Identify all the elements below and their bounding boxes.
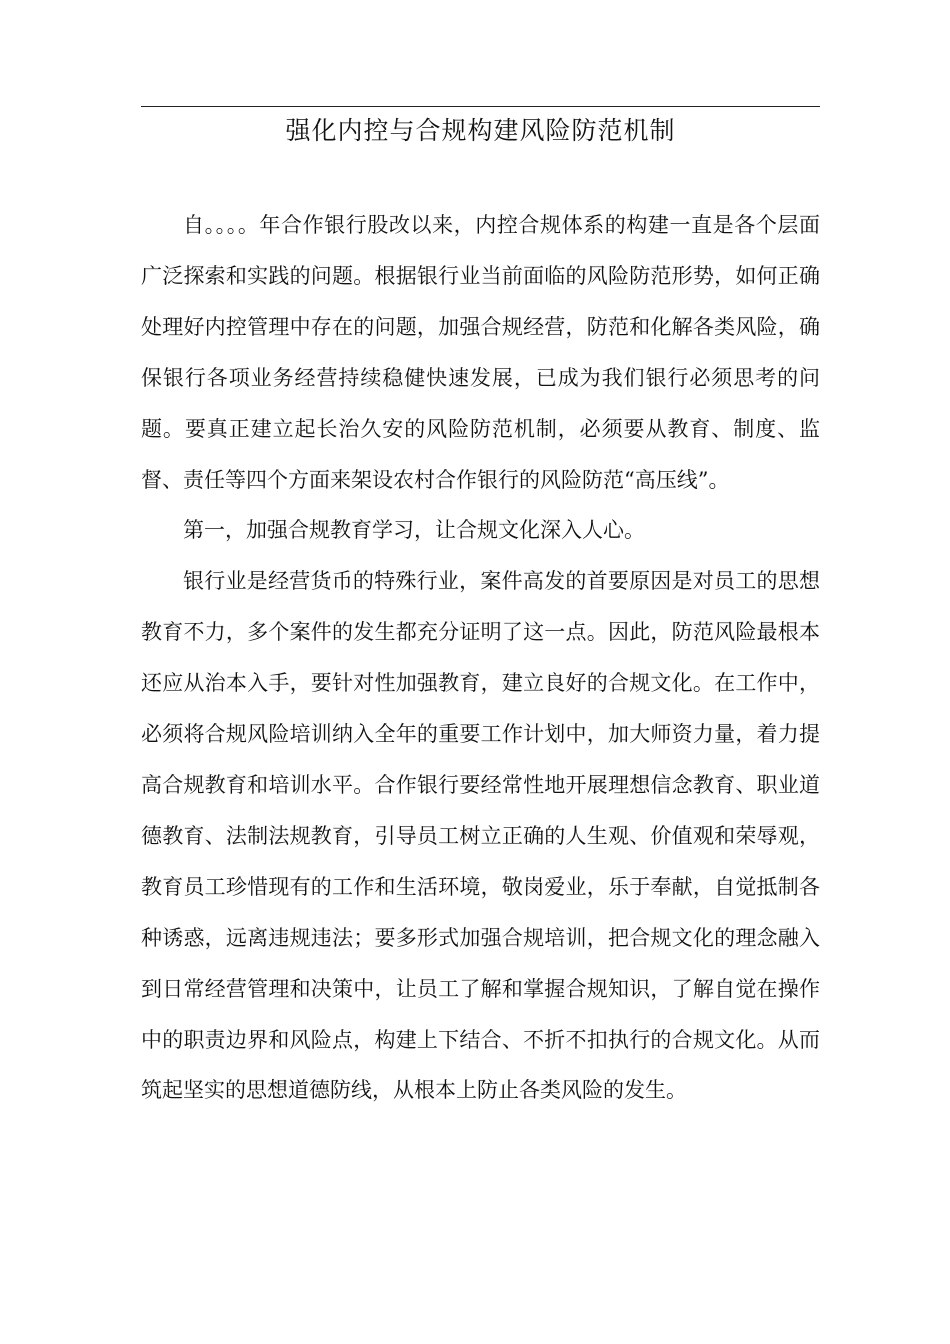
paragraph-intro: 自。。。。年合作银行股改以来，内控合规体系的构建一直是各个层面广泛探索和实践的问题。根据银行业当前面临的风险防范形势，如何正确处理好内控管理中存在的问题，加强合规经营，防范和化解各类风险，确保银行各项业务经营持续稳健快速发展，已成为我们银行必须思考的问题。要真正建立起长治久安的风险防范机制，必须要从教育、制度、监督、责任等四个方面来架设农村合作银行的风险防范“高压线”。 [141,213,820,492]
paragraph-education: 银行业是经营货币的特殊行业，案件高发的首要原因是对员工的思想教育不力，多个案件的发生都充分证明了这一点。因此，防范风险最根本还应从治本入手，要针对性加强教育，建立良好的合规文化。在工作中，必须将合规风险培训纳入全年的重要工作计划中，加大师资力量，着力提高合规教育和培训水平。合作银行要经常性地开展理想信念教育、职业道德教育、法制法规教育，引导员工树立正确的人生观、价值观和荣辱观，教育员工珍惜现有的工作和生活环境，敬岗爱业，乐于奉献，自觉抵制各种诱惑，远离违规违法；要多形式加强合规培训，把合规文化的理念融入到日常经营管理和决策中，让员工了解和掌握合规知识，了解自觉在操作中的职责边界和风险点，构建上下结合、不折不扣执行的合规文化。从而筑起坚实的思想道德防线，从根本上防止各类风险的发生。 [141,569,820,1103]
header-rule [141,106,820,107]
document-body [141,200,820,1116]
paragraph-section-heading: 第一，加强合规教育学习，让合规文化深入人心。 [183,518,645,543]
document-title: 强化内控与合规构建风险防范机制 [285,116,676,145]
